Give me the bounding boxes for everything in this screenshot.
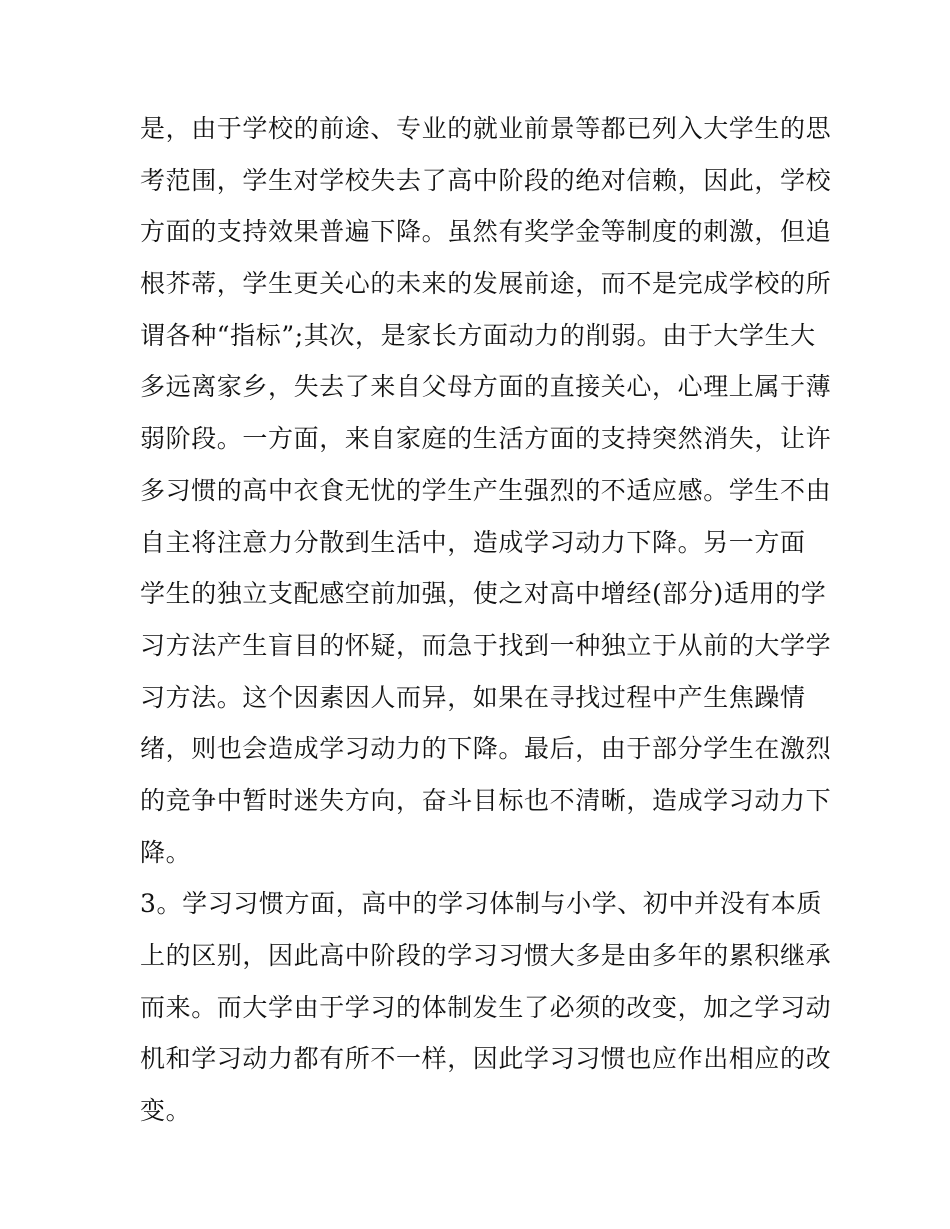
text-line: 习方法。这个因素因人而异，如果在寻找过程中产生焦躁情 [140, 682, 806, 712]
body-text [140, 103, 832, 1137]
text-line: 上的区别，因此高中阶段的学习习惯大多是由多年的累积继承 [140, 941, 832, 970]
text-line: 3。学习习惯方面，高中的学习体制与小学、初中并没有本质 [140, 889, 823, 919]
text-line: 自主将注意力分散到生活中，造成学习动力下降。另一方面 [140, 527, 806, 557]
text-line: 学生的独立支配感空前加强，使之对高中增经(部分)适用的学 [140, 579, 827, 609]
text-line: 变。 [140, 1096, 192, 1126]
text-line: 弱阶段。一方面，来自家庭的生活方面的支持突然消失，让许 [140, 424, 832, 454]
text-line: 绪，则也会造成学习动力的下降。最后，由于部分学生在激烈 [140, 734, 832, 764]
text-line: 根芥蒂，学生更关心的未来的发展前途，而不是完成学校的所 [140, 269, 832, 299]
text-line: 多远离家乡，失去了来自父母方面的直接关心，心理上属于薄 [140, 372, 832, 402]
text-line: 习方法产生盲目的怀疑，而急于找到一种独立于从前的大学学 [140, 630, 832, 660]
text-line: 是，由于学校的前途、专业的就业前景等都已列入大学生的思 [140, 114, 832, 143]
text-line: 机和学习动力都有所不一样，因此学习习惯也应作出相应的改 [140, 1044, 832, 1074]
text-line: 多习惯的高中衣食无忧的学生产生强烈的不适应感。学生不由 [140, 475, 832, 505]
text-line: 降。 [140, 837, 192, 867]
text-line: 谓各种“指标”;其次，是家长方面动力的削弱。由于大学生大 [140, 320, 816, 350]
text-line: 方面的支持效果普遍下降。虽然有奖学金等制度的刺激，但追 [140, 217, 832, 247]
text-line: 的竞争中暂时迷失方向，奋斗目标也不清晰，造成学习动力下 [140, 785, 832, 815]
text-line: 而来。而大学由于学习的体制发生了必须的改变，加之学习动 [140, 992, 832, 1022]
text-line: 考范围，学生对学校失去了高中阶段的绝对信赖，因此，学校 [140, 165, 832, 195]
